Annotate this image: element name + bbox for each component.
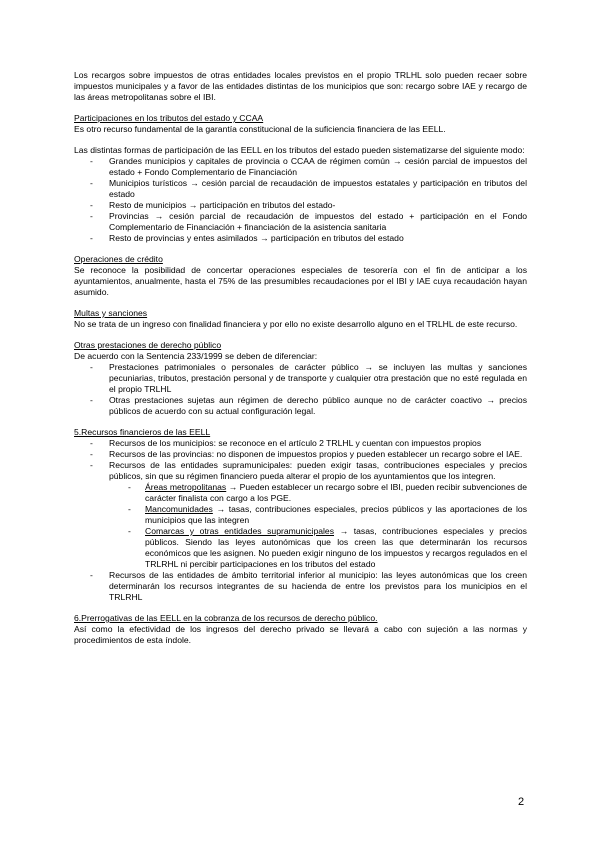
sub-list-item (74, 482, 527, 504)
heading-multas: Multas y sanciones (74, 308, 148, 318)
list-item: - Prestaciones patrimoniales o personales de carácter público → se incluyen las multas y sanciones pecuniarias, tributos, prestación personal y de transporte y cualquier otra prestación que no esté regulada en el propio TRLHL (74, 362, 527, 395)
participaciones-paragraph-2: Las distintas formas de participación de las EELL en los tributos del estado pueden sistematizarse del siguiente modo: (74, 145, 525, 155)
multas-paragraph: No se trata de un ingreso con finalidad financiera y por ello no existe desarrollo alguno en el TRLHL de este recurso. (74, 319, 518, 329)
participaciones-list (74, 156, 527, 244)
heading-otras-prestaciones: Otras prestaciones de derecho público (74, 340, 222, 350)
page-number: 2 (518, 796, 525, 808)
participaciones-paragraph-1: Es otro recurso fundamental de la garantía constitucional de la suficiencia financiera de las EELL. (74, 124, 446, 134)
list-item: - Grandes municipios y capitales de provincia o CCAA de régimen común → cesión parcial de impuestos del estado + Fondo Complementario de Financiación (74, 156, 527, 178)
list-item: - Municipios turísticos → cesión parcial de recaudación de impuestos estatales y participación en tributos del estado (74, 178, 527, 200)
heading-operaciones: Operaciones de crédito (74, 254, 163, 264)
operaciones-paragraph: Se reconoce la posibilidad de concertar operaciones especiales de tesorería con el fin de anticipar a los ayuntamientos, anualmente, hasta el 75% de las presumibles recaudaciones por el IBI y IAE cuya recaudación hayan asumido. (74, 265, 527, 297)
otras-list (74, 362, 527, 417)
list-item: - Otras prestaciones sujetas aun régimen de derecho público aunque no de carácter coactivo → precios públicos de acuerdo con su actual configuración legal. (74, 395, 527, 417)
sub-item-title: Comarcas y otras entidades supramunicipales (145, 526, 334, 536)
page-content (74, 70, 527, 646)
intro-paragraph: Los recargos sobre impuestos de otras entidades locales previstos en el propio TRLHL solo pueden recaer sobre impuestos municipales y a favor de las entidades distintas de los municipios que son: recargo sobre IAE y recargo de las áreas metropolitanas sobre el IBI. (74, 70, 527, 102)
list-item: - Provincias → cesión parcial de recaudación de impuestos del estado + participación en el Fondo Complementario de Financiación + financiación de la asistencia sanitaria (74, 211, 527, 233)
list-item: - Recursos de las provincias: no disponen de impuestos propios y pueden establecer un recargo sobre el IAE. (74, 449, 527, 460)
list-item: - Resto de provincias y entes asimilados → participación en tributos del estado (74, 233, 527, 244)
otras-intro: De acuerdo con la Sentencia 233/1999 se deben de diferenciar: (74, 351, 318, 361)
sub-item-text: → Pueden establecer un recargo sobre el IBI, pueden recibir subvenciones de carácter finalista con cargo a los PGE. (145, 482, 527, 503)
recursos-list (74, 438, 527, 603)
list-item: - Recursos de las entidades de ámbito territorial inferior al municipio: las leyes autonómicas que los creen determinarán los recursos integrantes de su hacienda de entre los previstos para los municipios en el TRLRHL (74, 570, 527, 603)
sub-item-text: → tasas, contribuciones especiales, precios públicos y las aportaciones de los municipios que las integren (145, 504, 527, 525)
sub-item-title: Mancomunidades (145, 504, 213, 514)
sub-list-item (74, 526, 527, 570)
list-item: - Recursos de los municipios: se reconoce en el artículo 2 TRLHL y cuentan con impuestos propios (74, 438, 527, 449)
sub-item-title: Áreas metropolitanas (145, 482, 227, 492)
heading-prerrogativas: 6.Prerrogativas de las EELL en la cobranza de los recursos de derecho público. (74, 613, 378, 623)
prerrogativas-paragraph: Así como la efectividad de los ingresos del derecho privado se llevará a cabo con sujeción a las normas y procedimientos de esta índole. (74, 624, 527, 645)
list-item: - Recursos de las entidades supramunicipales: pueden exigir tasas, contribuciones especiales y precios públicos, sin que su régimen financiero pueda alterar el propio de los ayuntamientos que los integren. (74, 460, 527, 482)
list-item: - Resto de municipios → participación en tributos del estado- (74, 200, 527, 211)
heading-recursos-financieros: 5.Recursos financieros de las EELL (74, 427, 211, 437)
sub-list-item (74, 504, 527, 526)
sub-item-text: → tasas, contribuciones especiales y precios públicos. Siendo las leyes autonómicas que los creen las que determinarán los recursos económicos que les asignen. No pueden exigir ninguno de los impuestos y recargos regulados en el TRLRHL ni percibir participaciones en los tributos del estado (145, 526, 527, 569)
heading-participaciones: Participaciones en los tributos del estado y CCAA (74, 113, 264, 123)
